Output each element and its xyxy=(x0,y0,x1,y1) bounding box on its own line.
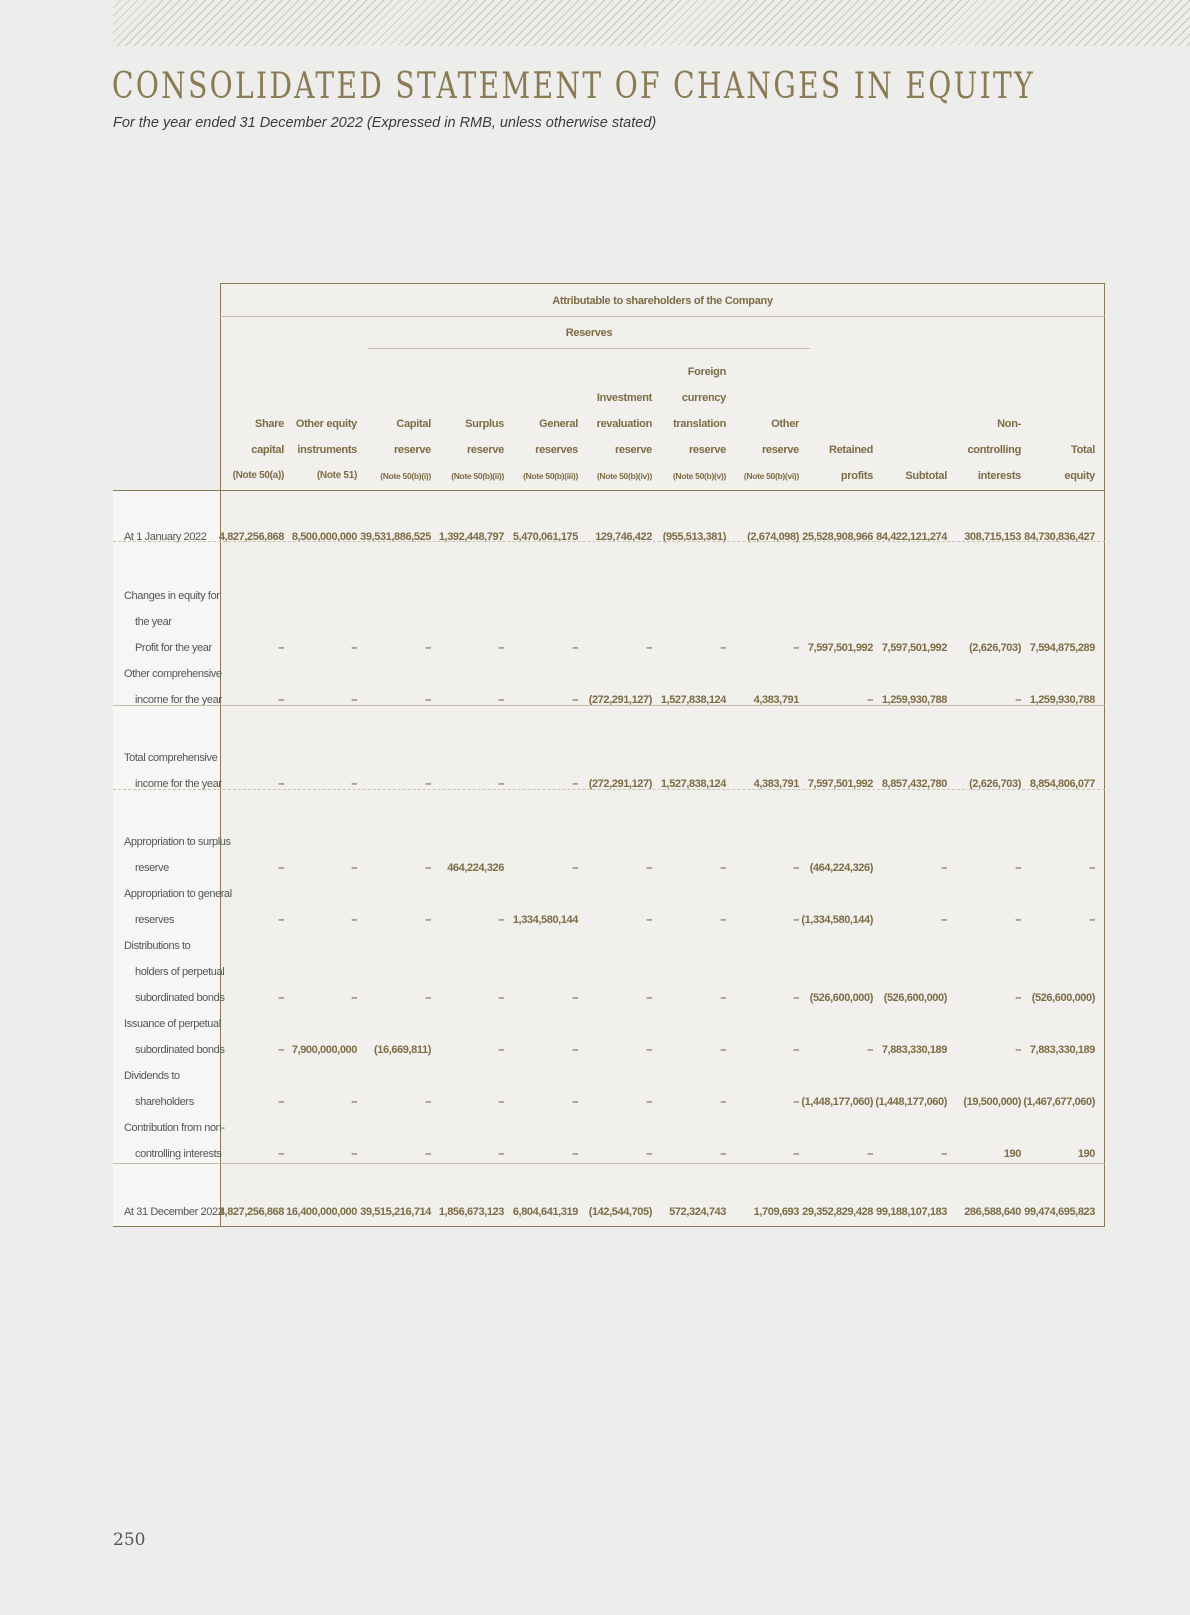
table-cell: – xyxy=(351,914,357,926)
table-cell: – xyxy=(720,992,726,1004)
table-cell: – xyxy=(793,1148,799,1160)
table-cell: – xyxy=(572,1096,578,1108)
column-header-note: (Note 50(b)(vi)) xyxy=(743,471,799,481)
column-header-line: equity xyxy=(1064,470,1095,482)
table-cell: (2,674,098) xyxy=(747,531,799,543)
column-header-line: currency xyxy=(681,392,726,404)
table-cell: – xyxy=(351,694,357,706)
table-cell: – xyxy=(1015,694,1021,706)
table-cell: – xyxy=(793,1044,799,1056)
table-cell: – xyxy=(351,1096,357,1108)
row-label-line: the year xyxy=(135,616,172,628)
table-cell: – xyxy=(941,914,947,926)
row-label-line: Profit for the year xyxy=(135,642,212,654)
column-header-line: Retained xyxy=(828,444,873,456)
row-label-line: At 1 January 2022 xyxy=(124,531,207,543)
table-cell: 1,527,838,124 xyxy=(660,778,726,790)
column-header-line: Foreign xyxy=(687,366,726,378)
row-label-line: income for the year xyxy=(135,694,222,706)
table-cell: – xyxy=(793,862,799,874)
table-cell: (16,669,811) xyxy=(374,1044,431,1056)
row-label-line: reserve xyxy=(135,862,169,874)
column-header-line: Total xyxy=(1071,444,1095,456)
column-header-line: reserve xyxy=(761,444,799,456)
table-cell: – xyxy=(572,642,578,654)
table-cell: 16,400,000,000 xyxy=(286,1206,357,1218)
row-label-line: reserves xyxy=(135,914,174,926)
column-header-line: instruments xyxy=(297,444,357,456)
column-header-line: General xyxy=(539,418,578,430)
table-cell: 4,383,791 xyxy=(753,694,799,706)
decorative-hatch-band xyxy=(113,0,1190,46)
header-bottom-rule xyxy=(113,490,1105,491)
table-cell: – xyxy=(278,778,284,790)
column-header-note: (Note 50(b)(ii)) xyxy=(451,471,504,481)
table-cell: – xyxy=(646,862,652,874)
column-header-line: translation xyxy=(673,418,726,430)
table-cell: 1,334,580,144 xyxy=(512,914,578,926)
table-cell: – xyxy=(1089,862,1095,874)
table-cell: – xyxy=(425,1096,431,1108)
table-cell: 99,188,107,183 xyxy=(876,1206,947,1218)
table-cell: – xyxy=(720,862,726,874)
table-cell: – xyxy=(720,642,726,654)
column-header-line: Non- xyxy=(997,418,1021,430)
table-cell: – xyxy=(351,862,357,874)
table-cell: (142,544,705) xyxy=(588,1206,652,1218)
table-cell: – xyxy=(351,642,357,654)
table-cell: – xyxy=(498,1148,504,1160)
row-label-line: Distributions to xyxy=(124,940,191,952)
column-header xyxy=(570,385,652,489)
table-cell: – xyxy=(793,1096,799,1108)
table-cell: – xyxy=(425,642,431,654)
table-cell: 464,224,326 xyxy=(447,862,504,874)
table-cell: – xyxy=(1015,914,1021,926)
row-label xyxy=(124,583,220,635)
table-cell: (526,600,000) xyxy=(809,992,873,1004)
column-header-line: reserve xyxy=(614,444,652,456)
row-label-line: Other comprehensive xyxy=(124,668,222,680)
table-cell: – xyxy=(646,992,652,1004)
table-cell: 190 xyxy=(1077,1148,1095,1160)
column-header xyxy=(939,411,1021,489)
table-cell: – xyxy=(572,1044,578,1056)
table-cell: 129,746,422 xyxy=(595,531,652,543)
column-header-note: (Note 50(b)(iii)) xyxy=(523,471,578,481)
table-cell: – xyxy=(1015,992,1021,1004)
row-label-line: Total comprehensive xyxy=(124,752,218,764)
table-cell: – xyxy=(793,642,799,654)
table-cell: – xyxy=(498,914,504,926)
column-header-line: Share xyxy=(254,418,284,430)
row-label-line: At 31 December 2022 xyxy=(124,1206,224,1218)
row-label-line: controlling interests xyxy=(135,1148,222,1160)
column-header xyxy=(349,411,431,489)
table-cell: – xyxy=(278,1148,284,1160)
table-cell: – xyxy=(498,1044,504,1056)
table-cell: – xyxy=(498,1096,504,1108)
row-label-line: shareholders xyxy=(135,1096,194,1108)
column-header-line: reserves xyxy=(535,444,578,456)
row-label xyxy=(124,524,206,550)
table-cell: 1,259,930,788 xyxy=(881,694,947,706)
table-cell: – xyxy=(1015,1044,1021,1056)
table-cell: – xyxy=(278,914,284,926)
column-header xyxy=(717,411,799,489)
table-cell: – xyxy=(572,694,578,706)
row-separator xyxy=(113,541,1105,542)
page-number: 250 xyxy=(113,1530,146,1550)
table-cell: (272,291,127) xyxy=(588,694,652,706)
table-cell: – xyxy=(646,642,652,654)
table-cell: – xyxy=(720,914,726,926)
column-header xyxy=(202,411,284,489)
table-cell: 5,470,061,175 xyxy=(512,531,578,543)
table-cell: 39,515,216,714 xyxy=(360,1206,431,1218)
table-cell: 572,324,743 xyxy=(669,1206,726,1218)
table-cell: – xyxy=(646,914,652,926)
table-cell: – xyxy=(425,914,431,926)
table-cell: 39,531,886,525 xyxy=(360,531,431,543)
column-header xyxy=(865,463,947,489)
table-cell: – xyxy=(425,778,431,790)
column-header-line: Surplus xyxy=(465,418,504,430)
table-cell: – xyxy=(941,862,947,874)
table-cell: 7,883,330,189 xyxy=(881,1044,947,1056)
row-label xyxy=(124,1063,194,1115)
table-cell: – xyxy=(646,1044,652,1056)
column-header xyxy=(644,359,726,489)
table-cell: 4,827,256,868 xyxy=(218,531,284,543)
row-label-line: income for the year xyxy=(135,778,222,790)
table-cell: (526,600,000) xyxy=(883,992,947,1004)
table-cell: (19,500,000) xyxy=(963,1096,1021,1108)
table-cell: 7,900,000,000 xyxy=(291,1044,357,1056)
table-cell: – xyxy=(646,1148,652,1160)
group-header-attributable: Attributable to shareholders of the Company xyxy=(552,295,773,307)
column-header-line: revaluation xyxy=(596,418,652,430)
table-cell: 1,392,448,797 xyxy=(438,531,504,543)
table-cell: – xyxy=(793,914,799,926)
table-cell: 286,588,640 xyxy=(964,1206,1021,1218)
table-cell: – xyxy=(867,1148,873,1160)
column-header xyxy=(791,437,873,489)
row-label-line: Appropriation to general xyxy=(124,888,232,900)
table-cell: – xyxy=(867,694,873,706)
table-cell: – xyxy=(498,778,504,790)
table-cell: 8,500,000,000 xyxy=(291,531,357,543)
column-header-line: interests xyxy=(977,470,1021,482)
column-header-line: Other equity xyxy=(295,418,357,430)
column-header-line: profits xyxy=(840,470,873,482)
column-header-note: (Note 50(b)(i)) xyxy=(380,471,431,481)
table-cell: 6,804,641,319 xyxy=(512,1206,578,1218)
table-cell: 84,730,836,427 xyxy=(1024,531,1095,543)
table-cell: 4,383,791 xyxy=(753,778,799,790)
page-title: CONSOLIDATED STATEMENT OF CHANGES IN EQUITY xyxy=(112,66,1035,107)
row-label-line: subordinated bonds xyxy=(135,1044,225,1056)
column-header-line: Investment xyxy=(596,392,652,404)
column-header-line: capital xyxy=(251,444,284,456)
header-rule-reserves xyxy=(368,348,810,349)
row-label-line: Contribution from non- xyxy=(124,1122,225,1134)
table-cell: – xyxy=(425,1148,431,1160)
table-cell: – xyxy=(720,1148,726,1160)
row-separator xyxy=(113,789,1105,790)
table-cell: – xyxy=(278,1096,284,1108)
table-cell: – xyxy=(351,992,357,1004)
table-cell: 4,827,256,868 xyxy=(218,1206,284,1218)
table-cell: – xyxy=(278,862,284,874)
table-cell: – xyxy=(1089,914,1095,926)
table-cell: 25,528,908,966 xyxy=(802,531,873,543)
table-cell: – xyxy=(572,778,578,790)
table-cell: (1,467,677,060) xyxy=(1023,1096,1095,1108)
table-cell: 1,527,838,124 xyxy=(660,694,726,706)
table-cell: 190 xyxy=(1003,1148,1021,1160)
equity-table xyxy=(113,283,1105,1227)
table-cell: 29,352,829,428 xyxy=(802,1206,873,1218)
table-cell: – xyxy=(646,1096,652,1108)
table-cell: 1,709,693 xyxy=(753,1206,799,1218)
table-cell: – xyxy=(278,992,284,1004)
table-cell: 99,474,695,823 xyxy=(1024,1206,1095,1218)
table-cell: – xyxy=(351,778,357,790)
table-cell: – xyxy=(425,694,431,706)
table-bottom-rule xyxy=(113,1226,1105,1227)
column-header-line: Capital xyxy=(396,418,431,430)
table-cell: (2,626,703) xyxy=(969,778,1021,790)
column-header-line: reserve xyxy=(393,444,431,456)
column-header-line: Subtotal xyxy=(905,470,947,482)
table-cell: – xyxy=(351,1148,357,1160)
table-cell: (272,291,127) xyxy=(588,778,652,790)
table-cell: – xyxy=(498,694,504,706)
table-cell: 7,597,501,992 xyxy=(881,642,947,654)
table-cell: 1,259,930,788 xyxy=(1029,694,1095,706)
table-cell: – xyxy=(572,862,578,874)
table-cell: – xyxy=(720,1096,726,1108)
table-cell: – xyxy=(278,642,284,654)
column-header xyxy=(422,411,504,489)
table-cell: 7,597,501,992 xyxy=(807,642,873,654)
row-label-line: subordinated bonds xyxy=(135,992,225,1004)
table-cell: – xyxy=(278,694,284,706)
table-cell: – xyxy=(572,1148,578,1160)
column-header-line: controlling xyxy=(967,444,1021,456)
table-cell: (526,600,000) xyxy=(1031,992,1095,1004)
column-header-line: reserve xyxy=(466,444,504,456)
group-header-reserves: Reserves xyxy=(565,327,613,339)
table-cell: (1,448,177,060) xyxy=(801,1096,873,1108)
row-separator xyxy=(113,705,1105,706)
column-header-note: (Note 50(b)(v)) xyxy=(672,471,726,481)
table-cell: 84,422,121,274 xyxy=(876,531,947,543)
table-cell: (1,448,177,060) xyxy=(875,1096,947,1108)
column-header-note: (Note 50(a)) xyxy=(232,470,284,481)
table-cell: (1,334,580,144) xyxy=(801,914,873,926)
row-label-line: holders of perpetual xyxy=(135,966,225,978)
table-cell: 8,857,432,780 xyxy=(881,778,947,790)
table-cell: – xyxy=(425,992,431,1004)
table-cell: 8,854,806,077 xyxy=(1029,778,1095,790)
column-header xyxy=(275,411,357,489)
row-separator xyxy=(113,1163,1105,1164)
table-cell: – xyxy=(498,992,504,1004)
row-label-line: Issuance of perpetual xyxy=(124,1018,221,1030)
column-header-note: (Note 51) xyxy=(316,470,357,481)
table-cell: 7,597,501,992 xyxy=(807,778,873,790)
header-rule-attributable xyxy=(220,316,1105,317)
table-cell: 7,594,875,289 xyxy=(1029,642,1095,654)
table-cell: – xyxy=(941,1148,947,1160)
column-header xyxy=(1013,437,1095,489)
row-label-line: Changes in equity for xyxy=(124,590,220,602)
table-cell: – xyxy=(867,1044,873,1056)
table-cell: – xyxy=(278,1044,284,1056)
table-cell: – xyxy=(572,992,578,1004)
table-cell: (464,224,326) xyxy=(809,862,873,874)
table-cell: 1,856,673,123 xyxy=(438,1206,504,1218)
row-label-line: Appropriation to surplus xyxy=(124,836,231,848)
table-cell: – xyxy=(498,642,504,654)
column-header xyxy=(496,411,578,489)
table-cell: – xyxy=(720,1044,726,1056)
table-cell: – xyxy=(793,992,799,1004)
table-cell: (955,513,381) xyxy=(662,531,726,543)
column-header-note: (Note 50(b)(iv)) xyxy=(596,471,652,481)
table-cell: – xyxy=(425,862,431,874)
table-cell: 308,715,153 xyxy=(964,531,1021,543)
page-subtitle: For the year ended 31 December 2022 (Expressed in RMB, unless otherwise stated) xyxy=(113,115,657,131)
column-header-line: reserve xyxy=(688,444,726,456)
table-cell: 7,883,330,189 xyxy=(1029,1044,1095,1056)
row-label-line: Dividends to xyxy=(124,1070,180,1082)
column-header-line: Other xyxy=(771,418,799,430)
table-cell: – xyxy=(1015,862,1021,874)
table-cell: (2,626,703) xyxy=(969,642,1021,654)
